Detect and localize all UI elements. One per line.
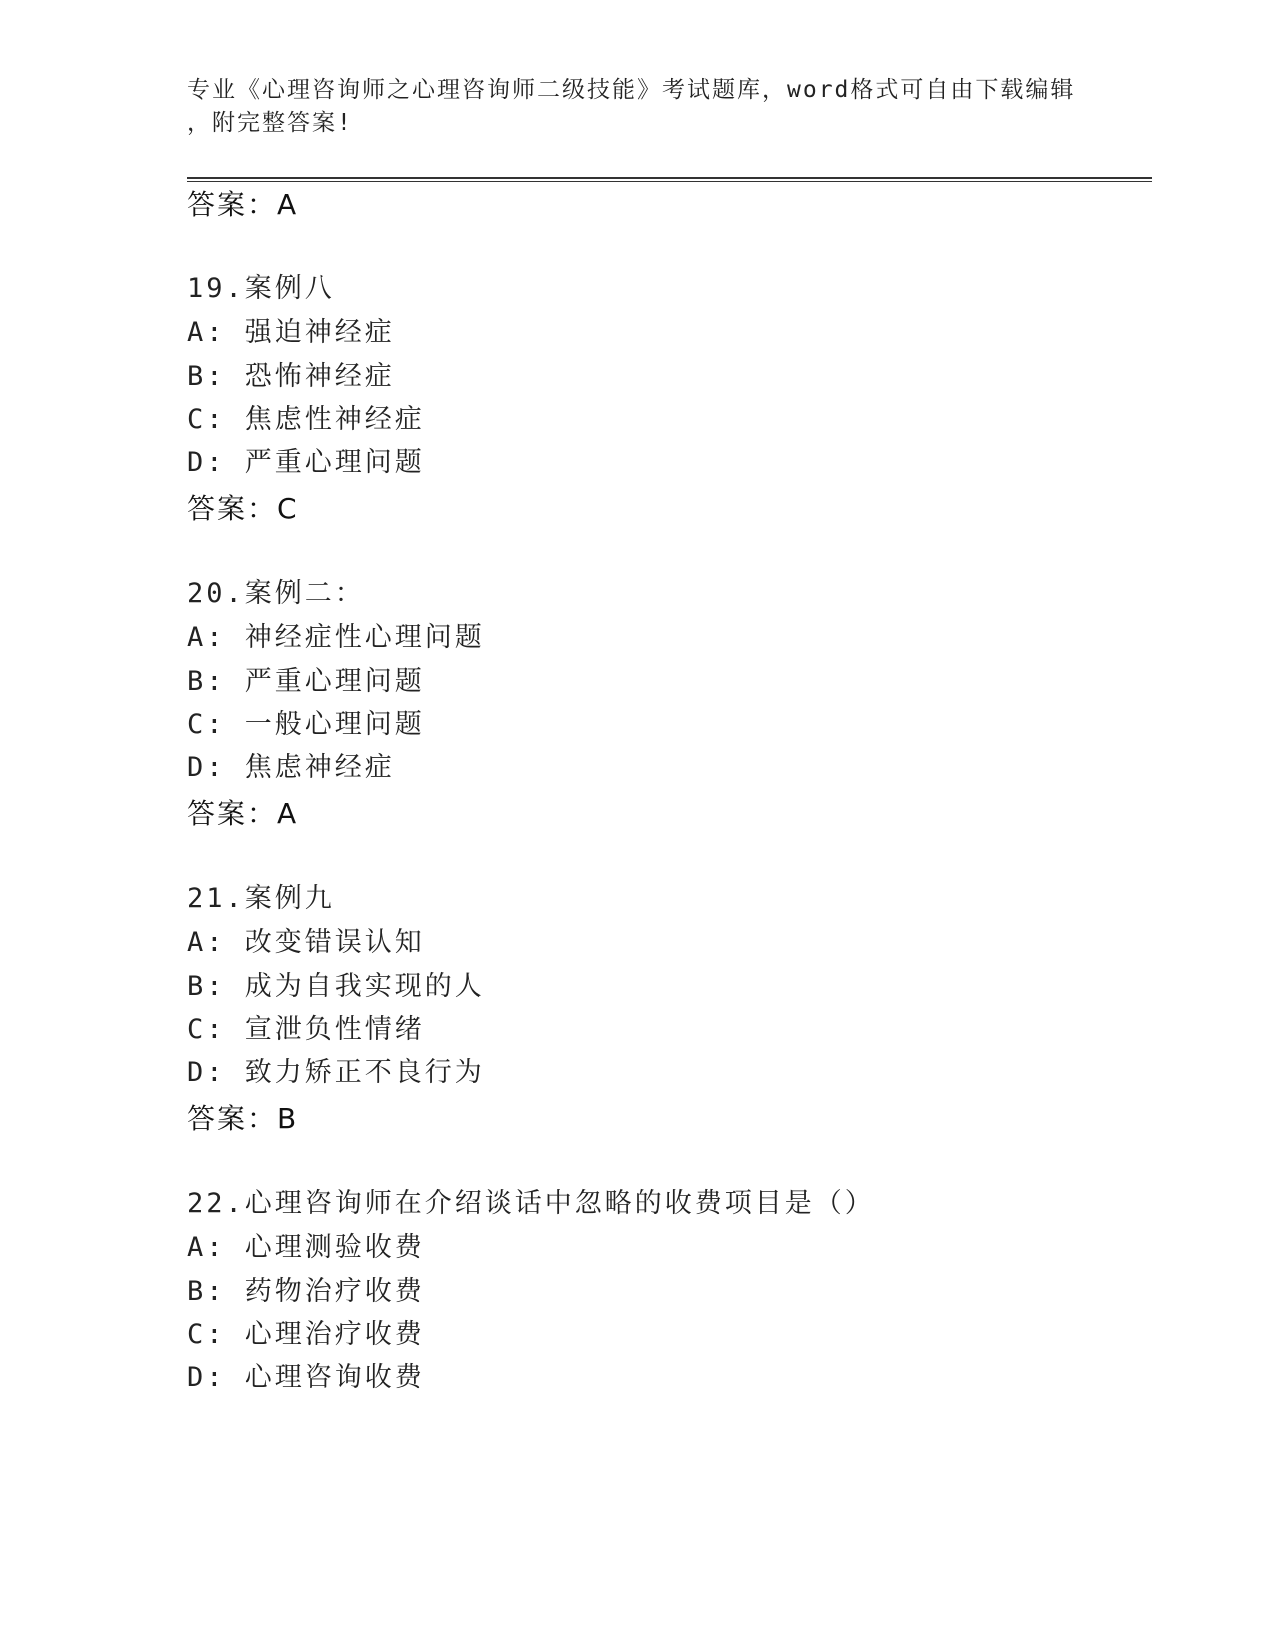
header-divider [187,177,1152,182]
answer-label: 答案： [187,492,278,525]
answer-value: A [277,797,298,830]
option-d: D: 致力矫正不良行为 [187,1057,485,1088]
option-d: D: 焦虑神经症 [187,752,395,783]
option-b: B: 药物治疗收费 [187,1276,425,1307]
document-header [187,74,1076,140]
question-stem: 19.案例八 [187,273,335,304]
answer-line [187,187,297,223]
option-d: D: 心理咨询收费 [187,1362,425,1393]
option-b: B: 成为自我实现的人 [187,971,485,1002]
answer-line [187,796,297,832]
question-stem: 20.案例二： [187,578,365,609]
option-d: D: 严重心理问题 [187,447,425,478]
option-b: B: 恐怖神经症 [187,361,395,392]
answer-value: C [277,492,298,525]
answer-label: 答案： [187,188,278,221]
answer-line [187,491,298,527]
answer-label: 答案： [187,1102,278,1135]
option-b: B: 严重心理问题 [187,666,425,697]
option-c: C: 一般心理问题 [187,709,425,740]
option-c: C: 心理治疗收费 [187,1319,425,1350]
header-line-2: ，附完整答案! [187,110,353,136]
option-a: A: 强迫神经症 [187,317,395,348]
answer-value: A [277,188,298,221]
option-a: A: 神经症性心理问题 [187,622,485,653]
option-c: C: 宣泄负性情绪 [187,1014,425,1045]
header-line-1: 专业《心理咨询师之心理咨询师二级技能》考试题库，word格式可自由下载编辑 [187,77,1076,103]
option-a: A: 改变错误认知 [187,927,425,958]
question-stem: 21.案例九 [187,883,335,914]
option-a: A: 心理测验收费 [187,1232,425,1263]
question-stem: 22.心理咨询师在介绍谈话中忽略的收费项目是（） [187,1188,875,1219]
answer-label: 答案： [187,797,278,830]
answer-line [187,1101,297,1137]
option-c: C: 焦虑性神经症 [187,404,425,435]
answer-value: B [277,1102,298,1135]
